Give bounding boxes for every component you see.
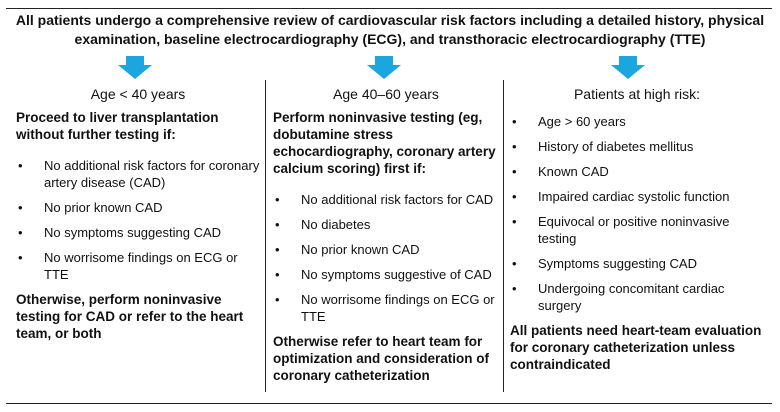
criteria-list bbox=[273, 191, 499, 325]
list-item: • Undergoing concomitant cardiac surgery bbox=[512, 281, 725, 313]
column-age-40-60 bbox=[273, 84, 499, 384]
list-item: • Known CAD bbox=[512, 164, 609, 179]
column-title: Age < 40 years bbox=[90, 86, 186, 102]
list-item: • No prior known CAD bbox=[18, 200, 163, 215]
list-item: • Age > 60 years bbox=[512, 114, 626, 129]
column-outro: All patients need heart-team evaluation for coronary catheterization unless contraindicated bbox=[510, 323, 762, 372]
bullet-icon: • bbox=[18, 200, 23, 215]
list-item: • Impaired cardiac systolic function bbox=[512, 189, 730, 204]
list-item: • No prior known CAD bbox=[275, 242, 420, 257]
bullet-icon: • bbox=[275, 292, 280, 307]
list-item: • No additional risk factors for CAD bbox=[275, 192, 494, 207]
list-item: • No worrisome findings on ECG or TTE bbox=[18, 250, 238, 282]
list-item: • No symptoms suggesting CAD bbox=[18, 225, 222, 240]
bullet-icon: • bbox=[275, 192, 280, 207]
column-divider bbox=[503, 80, 504, 392]
bullet-icon: • bbox=[512, 256, 517, 271]
bullet-icon: • bbox=[512, 139, 517, 154]
bullet-icon: • bbox=[512, 281, 517, 296]
column-divider bbox=[265, 80, 266, 392]
list-item: • No additional risk factors for coronary artery disease (CAD) bbox=[18, 158, 260, 190]
bullet-icon: • bbox=[18, 250, 23, 265]
column-title: Age 40–60 years bbox=[333, 86, 439, 102]
bullet-icon: • bbox=[18, 225, 23, 240]
top-rule bbox=[6, 8, 772, 9]
bullet-icon: • bbox=[275, 217, 280, 232]
list-item: • No symptoms suggestive of CAD bbox=[275, 267, 492, 282]
column-intro: Perform noninvasive testing (eg, dobutamine stress echocardiography, coronary artery calcium scoring) first if: bbox=[273, 110, 496, 176]
header-text: All patients undergo a comprehensive review of cardiovascular risk factors including a detailed history, physical examination, baseline electrocardiography (ECG), and transthoracic electrocardiography (TTE) bbox=[15, 12, 765, 47]
criteria-list bbox=[16, 157, 260, 283]
list-item: • Symptoms suggesting CAD bbox=[512, 256, 697, 271]
bullet-icon: • bbox=[275, 267, 280, 282]
criteria-list bbox=[510, 113, 764, 314]
bottom-rule bbox=[6, 403, 772, 404]
column-high-risk bbox=[510, 84, 764, 373]
list-item: • History of diabetes mellitus bbox=[512, 139, 694, 154]
list-item: • No worrisome findings on ECG or TTE bbox=[275, 292, 495, 324]
column-outro: Otherwise refer to heart team for optimization and consideration of coronary catheterization bbox=[273, 334, 489, 383]
column-outro: Otherwise, perform noninvasive testing for CAD or refer to the heart team, or both bbox=[16, 292, 244, 341]
bullet-icon: • bbox=[512, 189, 517, 204]
bullet-icon: • bbox=[512, 114, 517, 129]
column-age-under-40 bbox=[16, 84, 260, 342]
bullet-icon: • bbox=[512, 164, 517, 179]
bullet-icon: • bbox=[275, 242, 280, 257]
list-item: • Equivocal or positive noninvasive testing bbox=[512, 214, 730, 246]
bullet-icon: • bbox=[512, 214, 517, 229]
column-intro: Proceed to liver transplantation without further testing if: bbox=[16, 110, 219, 142]
bullet-icon: • bbox=[18, 158, 23, 173]
column-title: Patients at high risk: bbox=[573, 86, 701, 102]
list-item: • No diabetes bbox=[275, 217, 371, 232]
